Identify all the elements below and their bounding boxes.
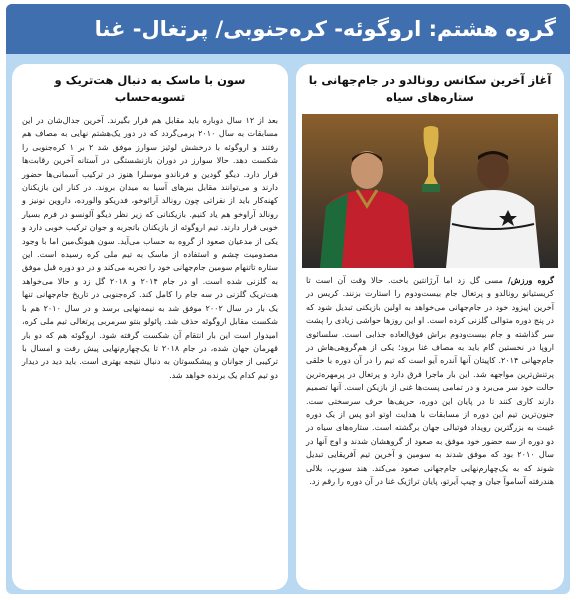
page bbox=[6, 4, 570, 594]
left-article-body: بعد از ۱۲ سال دوباره باید مقابل هم قرار بگیرند. آخرین جدال‌شان در این مسابقات به سال ۲۰۱۰ برمی‌گردد که در دور یک‌هشتم نهایی به مصاف هم رفتند و اروگوئه با درخشش لوئیز سوارز موفق شد ۲ بر ۱ کره‌جنوبی را شکست دهد. حالا سوارز در دوران بازنشستگی در آستانه آخرین رقابت‌ها قرار دارد. دیگو گودین و فرناندو موسلرا هنوز در ترکیب آسمانی‌ها حضور دارند و می‌توانند مقابل ببرهای آسیا به میدان بروند. در کنار این بازیکنان کهنه‌کار باید از نفراتی چون رونالد آرائوخو، فدریکو والورده، داروین نونیز و رونالد آراوخو هم یاد کنیم. بازیکنانی که زیر نظر دیگو آلونسو در فرم بسیار خوبی قرار دارند. تیم اروگوئه از بازیکنان باتجربه و جوان ترکیب خوبی دارد و یکی از مدعیان صعود از گروه به حساب می‌آید. سون هیونگ‌مین اما با وجود مصدومیت چشم و استفاده از ماسک به تیم ملی کره رسیده است. این ستاره تاتنهام سومین جام‌جهانی خود را تجربه می‌کند و در دو دوره قبل موفق به گلزنی شده است. او در جام ۲۰۱۴ و ۲۰۱۸ گل زد و حالا می‌خواهد هت‌تریک گلزنی در سه جام را کامل کند. کره‌جنوبی در تاریخ جام‌جهانی تنها یک بار در سال ۲۰۰۲ موفق شد به نیمه‌نهایی برسد و در سال ۲۰۱۰ هم با شکست مقابل اروگوئه حذف شد. پائولو بنتو سرمربی پرتغالی تیم ملی کره، امیدوار است این بار انتقام آن شکست گرفته شود. اروگوئه هم که دو بار قهرمان جهان شده، در جام ۲۰۱۸ تا یک‌چهارم‌نهایی پیش رفت و امسال با ترکیبی از جوانان و پیشکسوتان به دنبال نتیجه بهتری است. باید دید در دیدار دو تیم کدام یک برنده خواهد شد. bbox=[22, 115, 278, 380]
right-article-body bbox=[296, 274, 564, 489]
left-article-headline: سون با ماسک به دنبال هت‌تریک و تسویه‌حساب bbox=[54, 73, 246, 104]
left-article bbox=[12, 64, 288, 590]
right-article-lead: گروه ورزش/ bbox=[507, 275, 554, 285]
ayew-figure-icon bbox=[438, 144, 548, 268]
group-banner-title: گروه هشتم: اروگوئه- کره‌جنوبی/ پرتغال- غنا bbox=[6, 4, 570, 54]
right-article bbox=[296, 64, 564, 590]
right-article-headline: آغاز آخرین سکانس رونالدو در جام‌جهانی با ستاره‌های سیاه bbox=[308, 73, 552, 104]
article-photo bbox=[302, 114, 558, 268]
right-article-text: مسی گل زد اما آرژانتین باخت. حالا وقت آن است تا کریستیانو رونالدو و پرتغال جام بیست‌ودوم را استارت بزنند. کریس در آخرین اپیزود خود در جام‌جهانی می‌خواهد به اولین بازیکنی تبدیل شود که در پنج دوره متوالی گلزنی کرده است. او این روزها حواشی زیادی را پشت سر گذاشته و جام بیست‌ودوم براش فوق‌العاده جذابی است. سلسائوی اروپا در نخستین گام باید به مصاف غنا برود؛ یکی از هم‌گروهی‌هاش در جام‌جهانی ۲۰۱۴. کاپیتان آنها آندره آیو است که تیم را در آن دوره با خلقی پرتنش‌ترین مواجهه شد. این بار ماجرا فرق دارد و پرتغال در پرمهره‌ترین حالت خود سر می‌برد و در تمامی پست‌ها غنی از بازیکن است. آنها تصمیم دارند کاری کنند تا در پایان این دوره، حریف‌ها حرف سرسختی ست. جنون‌ترین تیم این دوره از مسابقات با هدایت اوتو ادو پس از یک دوره غیبت به بزرگترین رویداد فوتبالی جهان برگشته است. ستاره‌های سیاه در دو دوره از سه حضور خود موفق به صعود از گروهشان شدند و اوج آنها در سال ۲۰۱۰ بود که موفق شدند به سومین و آخرین تیم آفریقایی تبدیل شوند که به یک‌چهارم‌نهایی جام‌جهانی صعود می‌کند. هند سورپ، بلالی هندرفته آسامو‌آ جیان و چیپ آیرتو، پایان تراژیک غنا در آن دوره را رقم زد. bbox=[306, 275, 554, 487]
ronaldo-figure-icon bbox=[312, 144, 422, 268]
